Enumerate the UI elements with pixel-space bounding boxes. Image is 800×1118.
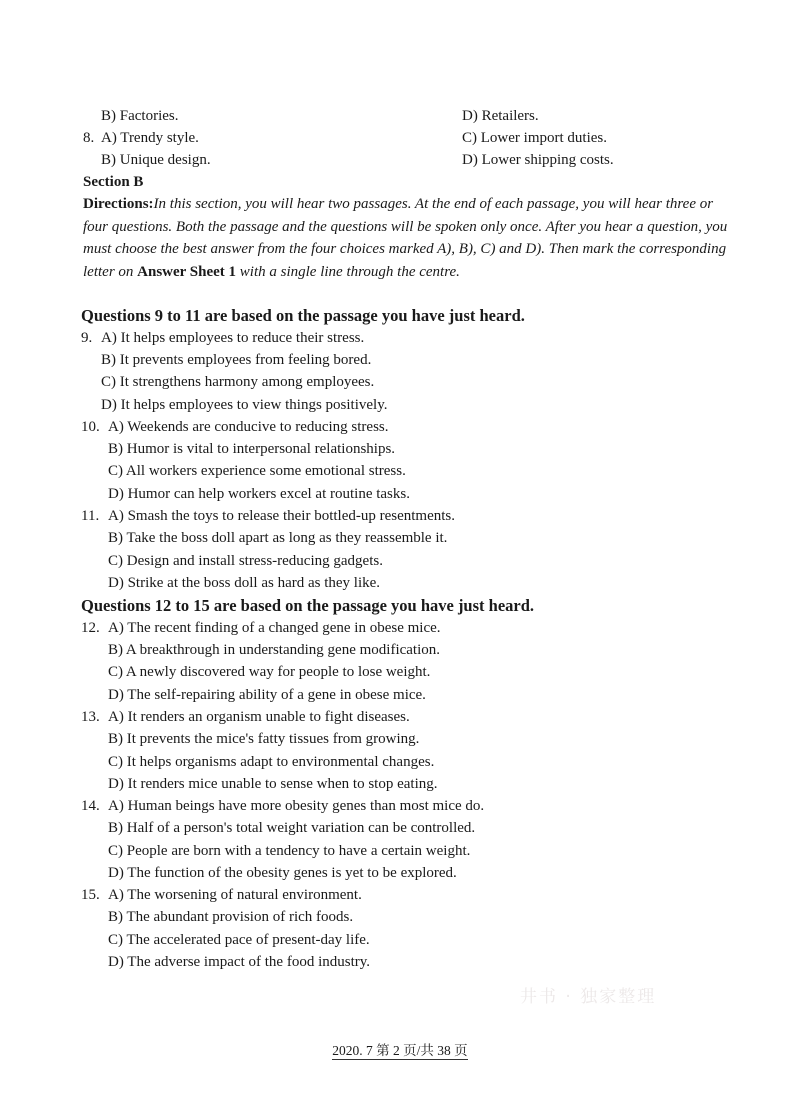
question-number: 10. bbox=[81, 419, 100, 435]
option-b: B) Humor is vital to interpersonal relationships. bbox=[108, 441, 396, 457]
option-b: B) It prevents the mice's fatty tissues from growing. bbox=[108, 731, 420, 747]
directions-paragraph bbox=[83, 193, 733, 283]
page-number: 2020. 7 第 2 页/共 38 页 bbox=[332, 1043, 468, 1058]
q7-option-d: D) Retailers. bbox=[462, 108, 539, 124]
q8-number: 8. bbox=[83, 130, 95, 146]
question-number: 15. bbox=[81, 887, 100, 903]
option-c: C) People are born with a tendency to have a certain weight. bbox=[108, 843, 471, 859]
option-b: B) Half of a person's total weight variation can be controlled. bbox=[108, 820, 476, 836]
option-a: A) The worsening of natural environment. bbox=[108, 887, 362, 903]
watermark-text: 井书 · 独家整理 bbox=[520, 987, 657, 1007]
option-d: D) It renders mice unable to sense when to stop eating. bbox=[108, 776, 438, 792]
option-a: A) Weekends are conducive to reducing stress. bbox=[108, 419, 389, 435]
group1-heading: Questions 9 to 11 are based on the passage you have just heard. bbox=[81, 306, 525, 325]
q8-option-d: D) Lower shipping costs. bbox=[462, 152, 614, 168]
option-c: C) It strengthens harmony among employees. bbox=[101, 374, 375, 390]
group2-heading: Questions 12 to 15 are based on the passage you have just heard. bbox=[81, 596, 535, 615]
question-number: 9. bbox=[81, 330, 93, 346]
option-c: C) All workers experience some emotional stress. bbox=[108, 463, 406, 479]
question-number: 12. bbox=[81, 620, 100, 636]
option-a: A) Smash the toys to release their bottled-up resentments. bbox=[108, 508, 455, 524]
option-a: A) It helps employees to reduce their stress. bbox=[101, 330, 365, 346]
option-b: B) A breakthrough in understanding gene modification. bbox=[108, 642, 441, 658]
directions-text-end: with a single line through the centre. bbox=[236, 263, 460, 280]
option-c: C) It helps organisms adapt to environmental changes. bbox=[108, 754, 435, 770]
question-number: 11. bbox=[81, 508, 100, 524]
directions-label: Directions: bbox=[83, 196, 154, 212]
option-b: B) The abundant provision of rich foods. bbox=[108, 909, 354, 925]
directions-answer-sheet: Answer Sheet 1 bbox=[137, 263, 237, 280]
q7-option-b: B) Factories. bbox=[101, 108, 179, 124]
option-c: C) The accelerated pace of present-day life. bbox=[108, 932, 370, 948]
option-d: D) The self-repairing ability of a gene in obese mice. bbox=[108, 687, 426, 703]
option-a: A) The recent finding of a changed gene in obese mice. bbox=[108, 620, 441, 636]
option-d: D) It helps employees to view things positively. bbox=[101, 397, 388, 413]
question-number: 13. bbox=[81, 709, 100, 725]
q8-option-b: B) Unique design. bbox=[101, 152, 211, 168]
question-number: 14. bbox=[81, 798, 100, 814]
option-c: C) Design and install stress-reducing gadgets. bbox=[108, 553, 383, 569]
option-c: C) A newly discovered way for people to lose weight. bbox=[108, 664, 431, 680]
option-b: B) Take the boss doll apart as long as they reassemble it. bbox=[108, 530, 448, 546]
option-a: A) Human beings have more obesity genes than most mice do. bbox=[108, 798, 485, 814]
q8-option-a: A) Trendy style. bbox=[101, 130, 199, 146]
section-title: Section B bbox=[83, 174, 144, 190]
page-footer bbox=[0, 1039, 800, 1059]
option-d: D) The function of the obesity genes is yet to be explored. bbox=[108, 865, 457, 881]
option-b: B) It prevents employees from feeling bored. bbox=[101, 352, 372, 368]
option-d: D) Humor can help workers excel at routine tasks. bbox=[108, 486, 410, 502]
directions-text: In this section, you will hear two passages. At the end of each passage, you will hear three or four questions. Both the passage and the questions will be spoken only once. After you hear a question, you must choose the best answer from the four choices marked A), B), C) and D). Then mark the corresponding letter on bbox=[83, 196, 728, 280]
option-a: A) It renders an organism unable to fight diseases. bbox=[108, 709, 410, 725]
option-d: D) Strike at the boss doll as hard as they like. bbox=[108, 575, 381, 591]
option-d: D) The adverse impact of the food industry. bbox=[108, 954, 371, 970]
q8-option-c: C) Lower import duties. bbox=[462, 130, 607, 146]
